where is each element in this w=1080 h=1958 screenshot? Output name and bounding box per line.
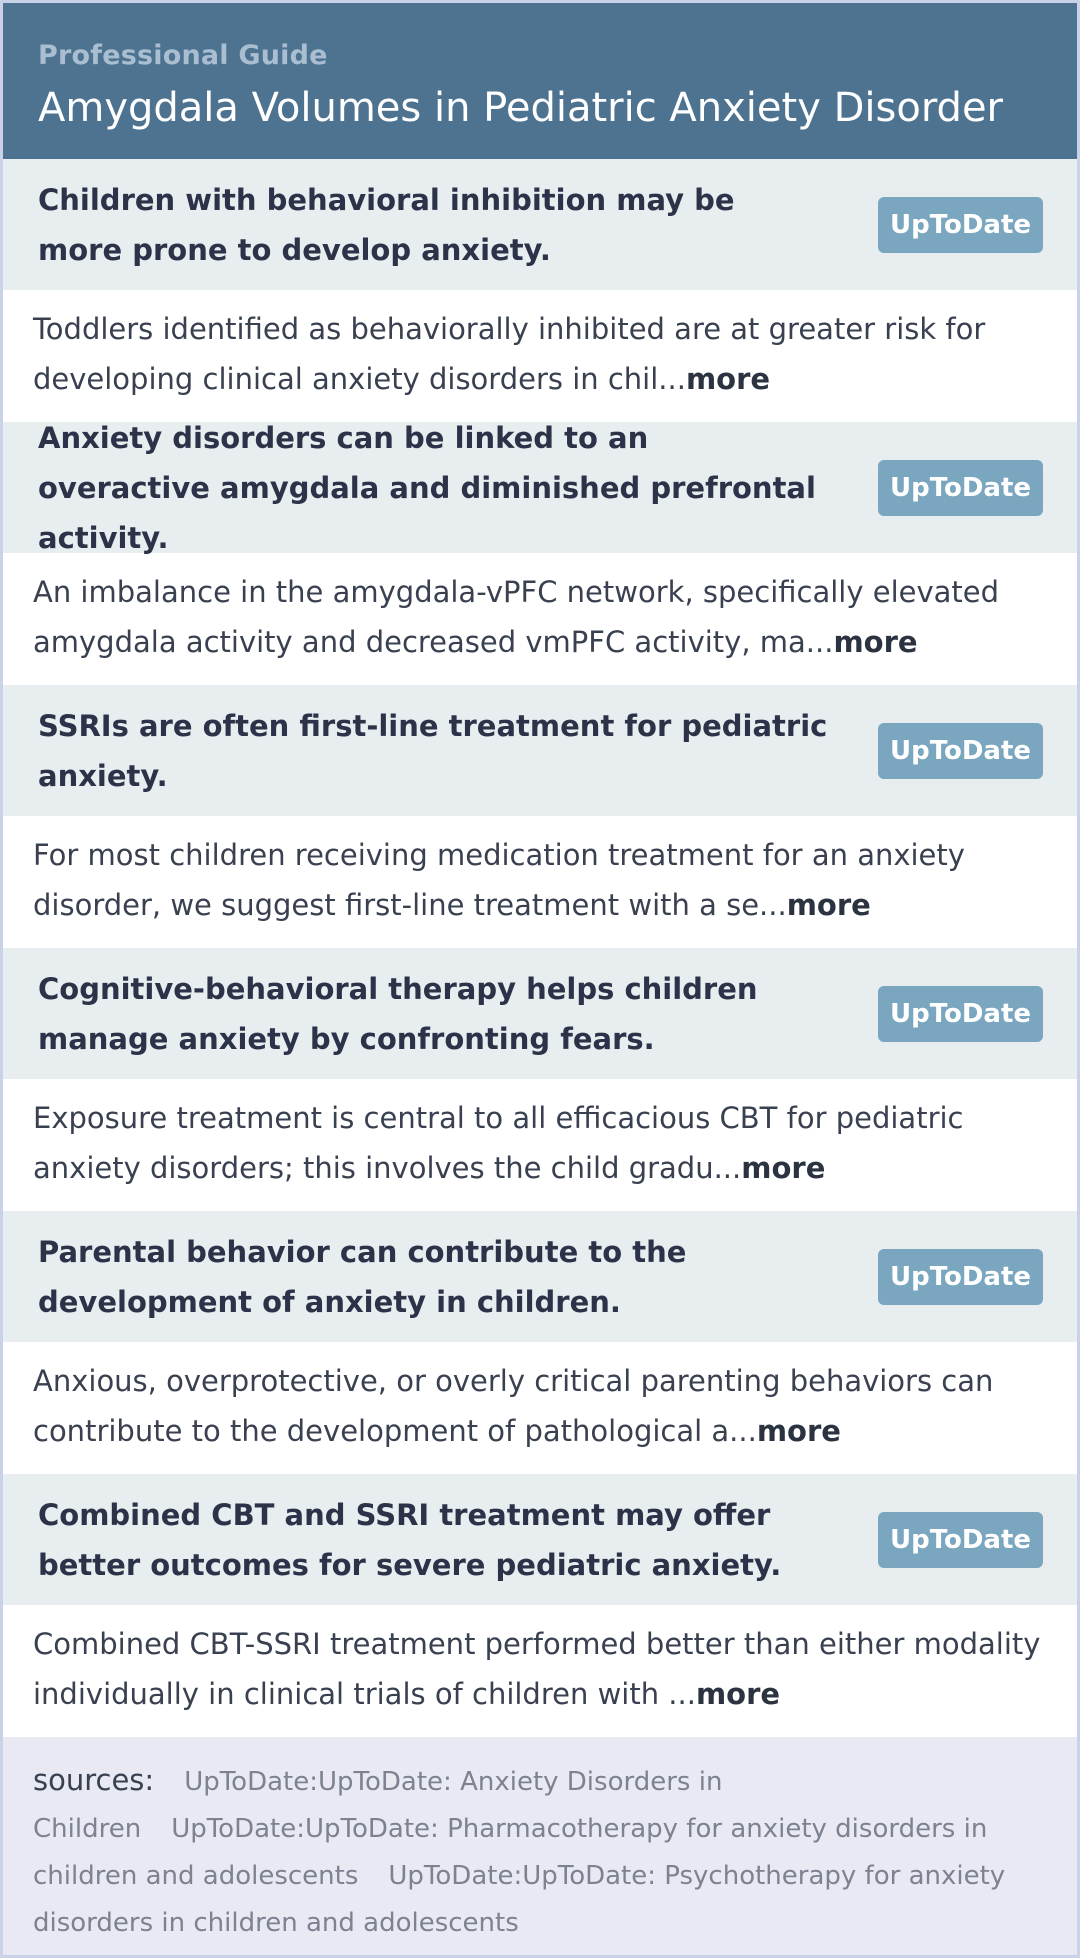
more-link[interactable]: more [695, 1677, 781, 1711]
page-title: Amygdala Volumes in Pediatric Anxiety Disorder [38, 85, 1003, 131]
uptodate-button[interactable]: UpToDate [878, 723, 1043, 779]
more-link[interactable]: more [741, 1151, 826, 1185]
claim-row-4 [3, 948, 1077, 1079]
detail-row-4 [3, 1079, 1077, 1211]
source-link-3[interactable]: UpToDate:UpToDate: Psychotherapy for anxiety disorders in children and adolescents [33, 1861, 1006, 1938]
detail-text: For most children receiving medication treatment for an anxiety disorder, we suggest first-line treatment with a se... [33, 838, 965, 922]
source-link-1[interactable]: UpToDate:UpToDate: Anxiety Disorders in Children [33, 1767, 723, 1844]
detail-text: Toddlers identified as behaviorally inhibited are at greater risk for developing clinical anxiety disorders in chil... [33, 312, 986, 396]
uptodate-button[interactable]: UpToDate [878, 197, 1043, 253]
guide-kicker: Professional Guide [38, 40, 328, 71]
more-link[interactable]: more [756, 1414, 841, 1448]
claim-row-2 [3, 422, 1077, 553]
uptodate-button[interactable]: UpToDate [878, 1512, 1043, 1568]
claim-text: Children with behavioral inhibition may be more prone to develop anxiety. [38, 182, 735, 267]
claim-text: Combined CBT and SSRI treatment may offer better outcomes for severe pediatric anxiety. [38, 1497, 782, 1582]
uptodate-button[interactable]: UpToDate [878, 1249, 1043, 1305]
claim-text: SSRIs are often first-line treatment for pediatric anxiety. [38, 708, 828, 793]
claim-text: Cognitive-behavioral therapy helps children manage anxiety by confronting fears. [38, 971, 758, 1056]
claim-row-1 [3, 159, 1077, 290]
sources-panel [3, 1737, 1077, 1958]
detail-row-5 [3, 1342, 1077, 1474]
source-link-2[interactable]: UpToDate:UpToDate: Pharmacotherapy for anxiety disorders in children and adolescents [33, 1814, 988, 1891]
claim-row-6 [3, 1474, 1077, 1605]
guide-header [3, 3, 1077, 159]
detail-text: Exposure treatment is central to all efficacious CBT for pediatric anxiety disorders; this involves the child gradu... [33, 1101, 964, 1185]
detail-row-1 [3, 290, 1077, 422]
more-link[interactable]: more [833, 625, 918, 659]
claim-row-3 [3, 685, 1077, 816]
detail-row-2 [3, 553, 1077, 685]
uptodate-button[interactable]: UpToDate [878, 460, 1043, 516]
claim-text: Parental behavior can contribute to the development of anxiety in children. [38, 1234, 687, 1319]
more-link[interactable]: more [786, 888, 871, 922]
uptodate-button[interactable]: UpToDate [878, 986, 1043, 1042]
claim-row-5 [3, 1211, 1077, 1342]
detail-text: An imbalance in the amygdala-vPFC network, specifically elevated amygdala activity and decreased vmPFC activity, ma... [33, 575, 1000, 659]
claim-text: Anxiety disorders can be linked to an overactive amygdala and diminished prefrontal activity. [38, 420, 816, 555]
detail-row-6 [3, 1605, 1077, 1737]
detail-row-3 [3, 816, 1077, 948]
more-link[interactable]: more [685, 362, 771, 396]
sources-label: sources: [33, 1763, 155, 1797]
detail-text: Anxious, overprotective, or overly critical parenting behaviors can contribute to the development of pathological a... [33, 1364, 994, 1448]
detail-text: Combined CBT-SSRI treatment performed better than either modality individually in clinical trials of children with ... [33, 1627, 1041, 1711]
